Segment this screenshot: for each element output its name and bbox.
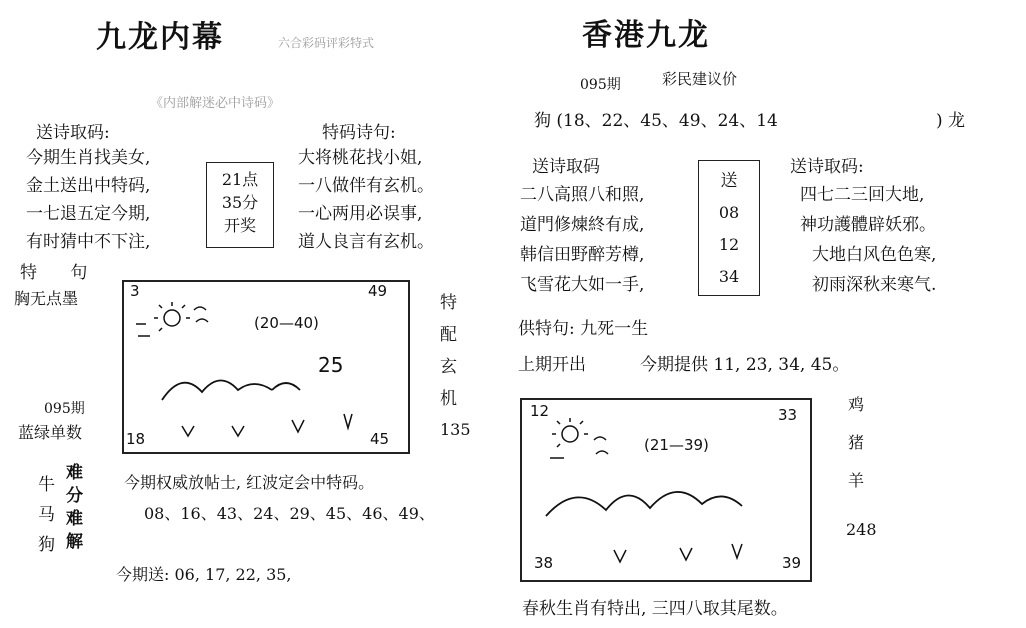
- zodiac-rooster: 鸡: [848, 395, 865, 414]
- poem-line: 道門修煉終有成,: [520, 215, 645, 235]
- left-chart-top-left: 3: [130, 282, 140, 300]
- zodiac-dog: 狗: [38, 535, 55, 555]
- left-zodiac-col1: [38, 470, 55, 560]
- draw-time-box: [206, 162, 274, 248]
- right-send-poem-left-label: 送诗取码: [532, 157, 600, 177]
- sun-icon: [154, 302, 190, 331]
- poem-line: 今期生肖找美女,: [26, 148, 151, 168]
- poem-line: 一七退五定今期,: [26, 204, 151, 224]
- right-chart-range: (21—39): [644, 436, 709, 454]
- right-poem-left: [520, 180, 644, 300]
- right-chart-top-right: 33: [778, 406, 798, 424]
- left-authority-text: 今期权威放帖士, 红波定会中特码。: [124, 473, 375, 492]
- right-title: 香港九龙: [582, 18, 710, 53]
- left-poem-right: [298, 144, 434, 256]
- poem-line: 一心两用必误事,: [298, 204, 423, 224]
- left-special-poem-label: 特码诗句:: [322, 123, 396, 143]
- right-advice: 彩民建议价: [662, 70, 738, 88]
- left-chart-middle: 25: [318, 353, 344, 377]
- left-side-vertical: [440, 288, 457, 416]
- right-side-zodiac: [848, 392, 864, 506]
- poem-line: 道人良言有玄机。: [298, 232, 434, 252]
- mountain-icon: [546, 492, 742, 516]
- left-subtitle: 《内部解迷必中诗码》: [150, 96, 281, 111]
- right-this-period: 今期提供 11, 23, 34, 45。: [640, 355, 850, 375]
- left-poem-left: [26, 144, 150, 256]
- right-bottom-text: 春秋生肖有特出, 三四八取其尾数。: [522, 599, 788, 619]
- time-draw: 开奖: [223, 216, 256, 235]
- poem-line: 大将桃花找小姐,: [298, 148, 423, 168]
- left-chart-range: (20—40): [254, 314, 319, 332]
- right-send-poem-right-label: 送诗取码:: [790, 157, 864, 177]
- mountain-icon: [162, 380, 300, 400]
- zodiac-hint-char: 难: [66, 509, 83, 529]
- left-this-period-send: 今期送: 06, 17, 22, 35,: [116, 565, 292, 584]
- right-last-period: 上期开出: [518, 355, 586, 375]
- zodiac-ox: 牛: [38, 475, 55, 495]
- left-zodiac-col2: [66, 462, 83, 554]
- left-send-poem-label: 送诗取码:: [36, 123, 110, 143]
- right-poem-right: [800, 180, 936, 300]
- poem-line: 四七二三回大地,: [800, 185, 925, 205]
- zodiac-pig: 猪: [848, 433, 865, 452]
- zodiac-hint-char: 解: [66, 532, 83, 552]
- left-chart-bottom-right: 45: [370, 430, 390, 448]
- side-char: 配: [440, 325, 457, 345]
- zodiac-horse: 马: [38, 505, 55, 525]
- left-period: 095期: [44, 401, 85, 417]
- right-dog-line-start: 狗 (18、22、45、49、24、14: [534, 111, 778, 131]
- zodiac-hint-char: 分: [66, 486, 83, 506]
- grass-icon: [614, 544, 742, 562]
- left-number-list: 08、16、43、24、29、45、46、49、: [144, 504, 435, 523]
- poem-line: 初雨深秋来寒气.: [812, 275, 937, 295]
- zodiac-goat: 羊: [848, 471, 865, 490]
- right-dog-line-end: ) 龙: [936, 111, 966, 131]
- right-send-box: [698, 160, 760, 296]
- left-chart-top-right: 49: [368, 282, 388, 300]
- right-chart-bottom-left: 38: [534, 554, 554, 572]
- side-char: 玄: [440, 357, 457, 377]
- side-char: 特: [440, 293, 457, 313]
- poem-line: 大地白风色色寒,: [812, 245, 937, 265]
- left-special-phrase: 胸无点墨: [14, 289, 79, 308]
- right-side-number: 248: [846, 520, 877, 539]
- left-side-number: 135: [440, 420, 471, 439]
- left-color-note: 蓝绿单数: [18, 423, 83, 442]
- poem-line: 一八做伴有玄机。: [298, 176, 434, 196]
- left-hint-drawing: [122, 280, 406, 450]
- right-chart-top-left: 12: [530, 402, 550, 420]
- grass-icon: [182, 414, 352, 436]
- poem-line: 飞雪花大如一手,: [520, 275, 645, 295]
- poem-line: 金土送出中特码,: [26, 176, 151, 196]
- right-hint-drawing: [520, 398, 808, 578]
- poem-line: 神功護體辟妖邪。: [800, 215, 936, 235]
- cloud-icon: [136, 307, 208, 336]
- right-chart-bottom-right: 39: [782, 554, 802, 572]
- left-special-phrase-label: 特 句: [20, 263, 102, 283]
- send-char: 送: [720, 171, 738, 191]
- right-period: 095期: [580, 77, 621, 93]
- time-minute: 35分: [221, 193, 259, 212]
- poem-line: 有时猜中不下注,: [26, 232, 151, 252]
- time-hour: 21点: [221, 170, 259, 189]
- send-number: 12: [718, 235, 740, 254]
- cloud-icon: [550, 437, 608, 458]
- side-char: 机: [440, 389, 457, 409]
- zodiac-hint-char: 难: [66, 463, 83, 483]
- sun-icon: [552, 418, 588, 447]
- left-title-note: 六合彩码评彩特式: [278, 36, 375, 50]
- send-number: 34: [718, 267, 740, 286]
- left-title: 九龙内幕: [96, 20, 224, 55]
- poem-line: 二八高照八和照,: [520, 185, 645, 205]
- right-special-phrase: 供特句: 九死一生: [518, 319, 649, 339]
- poem-line: 韩信田野醉芳樽,: [520, 245, 645, 265]
- send-number: 08: [718, 203, 740, 222]
- left-chart-bottom-left: 18: [126, 430, 146, 448]
